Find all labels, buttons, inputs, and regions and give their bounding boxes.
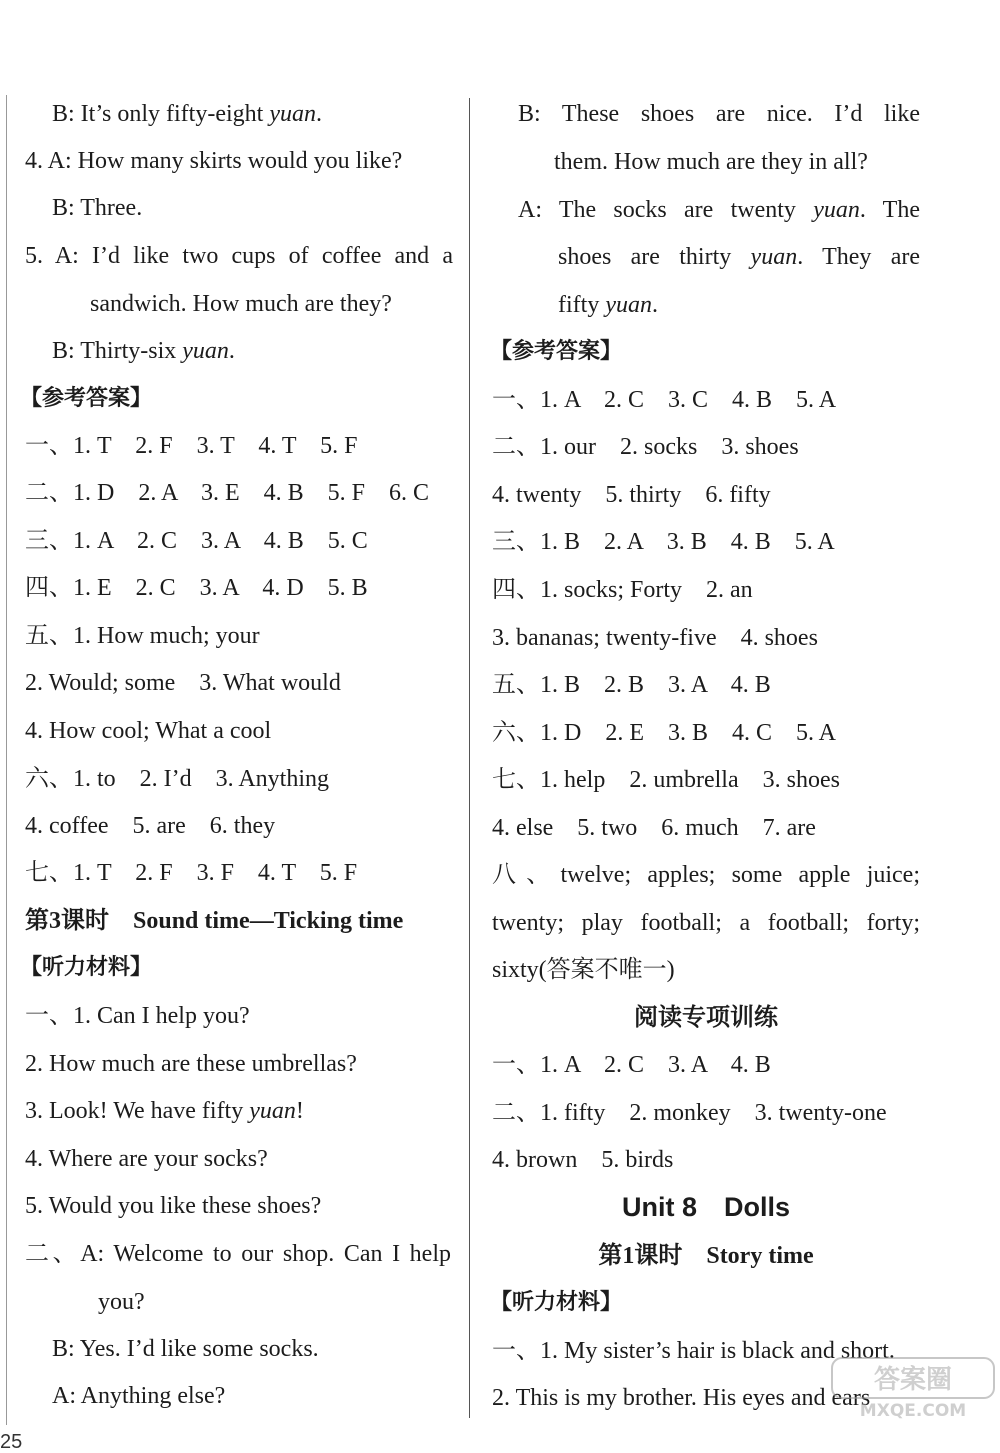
text-line: 4. Where are your socks? bbox=[25, 1146, 268, 1172]
text-line: 一、1. My sister’s hair is black and short. bbox=[492, 1338, 895, 1364]
answer-line: sixty(答案不唯一) bbox=[492, 957, 675, 983]
section-heading: 【听力材料】 bbox=[490, 1290, 623, 1315]
answer-line: 八、twelve; apples; some apple juice; bbox=[492, 862, 920, 888]
page-number: 25 bbox=[0, 1431, 23, 1453]
text-line: you? bbox=[98, 1289, 145, 1315]
text-line: 5. Would you like these shoes? bbox=[25, 1193, 322, 1219]
lesson-title: 第1课时 Story time bbox=[598, 1243, 814, 1269]
text-line: 4. A: How many skirts would you like? bbox=[25, 148, 403, 174]
page-edge-line bbox=[6, 95, 7, 1425]
text-line: 5. A: I’d like two cups of coffee and a bbox=[25, 243, 453, 269]
section-heading: 【参考答案】 bbox=[20, 386, 153, 411]
text-line: 二、A: Welcome to our shop. Can I help bbox=[25, 1241, 451, 1267]
answer-line: 4. twenty 5. thirty 6. fifty bbox=[492, 482, 771, 508]
watermark-logo bbox=[828, 1356, 998, 1420]
text-line: B: It’s only fifty-eight yuan. bbox=[52, 101, 322, 127]
text-line: A: Anything else? bbox=[52, 1383, 226, 1409]
unit-title: Unit 8 Dolls bbox=[621, 1192, 790, 1222]
text-line: 2. This is my brother. His eyes and ears bbox=[492, 1385, 871, 1411]
answer-line: 4. brown 5. birds bbox=[492, 1147, 674, 1173]
watermark-text: 答案圈 bbox=[873, 1365, 953, 1395]
answer-line: 二、1. our 2. socks 3. shoes bbox=[492, 434, 799, 460]
answer-line: 七、1. help 2. umbrella 3. shoes bbox=[492, 767, 840, 793]
text-line: 一、1. Can I help you? bbox=[25, 1003, 250, 1029]
answer-line: 七、1. T 2. F 3. F 4. T 5. F bbox=[25, 860, 358, 886]
answer-line: 4. How cool; What a cool bbox=[25, 718, 272, 744]
answer-line: 一、1. A 2. C 3. C 4. B 5. A bbox=[492, 387, 837, 413]
text-line: 2. How much are these umbrellas? bbox=[25, 1051, 357, 1077]
answer-line: 4. else 5. two 6. much 7. are bbox=[492, 815, 816, 841]
answer-line: 2. Would; some 3. What would bbox=[25, 670, 341, 696]
answer-line: 一、1. A 2. C 3. A 4. B bbox=[492, 1052, 771, 1078]
answer-line: 二、1. fifty 2. monkey 3. twenty-one bbox=[492, 1100, 887, 1126]
text-line: A: The socks are twenty yuan. The bbox=[518, 197, 920, 223]
section-heading: 【参考答案】 bbox=[490, 339, 623, 364]
answer-line: 一、1. T 2. F 3. T 4. T 5. F bbox=[25, 433, 358, 459]
watermark-url: MXQE.COM bbox=[859, 1401, 967, 1420]
text-line: sandwich. How much are they? bbox=[90, 291, 392, 317]
answer-line: 二、1. D 2. A 3. E 4. B 5. F 6. C bbox=[25, 480, 430, 506]
answer-line: 五、1. B 2. B 3. A 4. B bbox=[492, 672, 771, 698]
answer-line: 六、1. to 2. I’d 3. Anything bbox=[25, 766, 329, 792]
answer-line: 五、1. How much; your bbox=[25, 623, 260, 649]
section-title: 阅读专项训练 bbox=[634, 1005, 778, 1031]
answer-line: 三、1. B 2. A 3. B 4. B 5. A bbox=[492, 529, 835, 555]
text-line: B: Thirty-six yuan. bbox=[52, 338, 235, 364]
text-line: 3. Look! We have fifty yuan! bbox=[25, 1098, 304, 1124]
answer-line: 四、1. E 2. C 3. A 4. D 5. B bbox=[25, 575, 368, 601]
answer-line: 四、1. socks; Forty 2. an bbox=[492, 577, 753, 603]
answer-line: 三、1. A 2. C 3. A 4. B 5. C bbox=[25, 528, 368, 554]
text-line: fifty yuan. bbox=[558, 292, 658, 318]
answer-line: 3. bananas; twenty-five 4. shoes bbox=[492, 625, 818, 651]
section-heading: 【听力材料】 bbox=[20, 955, 153, 980]
column-divider bbox=[469, 98, 470, 1418]
text-line: B: Yes. I’d like some socks. bbox=[52, 1336, 319, 1362]
answer-line: twenty; play football; a football; forty; bbox=[492, 910, 920, 936]
answer-line: 六、1. D 2. E 3. B 4. C 5. A bbox=[492, 720, 837, 746]
text-line: B: Three. bbox=[52, 195, 143, 221]
lesson-title: 第3课时 Sound time—Ticking time bbox=[25, 908, 404, 934]
text-line: shoes are thirty yuan. They are bbox=[558, 244, 920, 270]
text-line: them. How much are they in all? bbox=[554, 149, 868, 175]
answer-line: 4. coffee 5. are 6. they bbox=[25, 813, 276, 839]
text-line: B: These shoes are nice. I’d like bbox=[518, 101, 920, 127]
